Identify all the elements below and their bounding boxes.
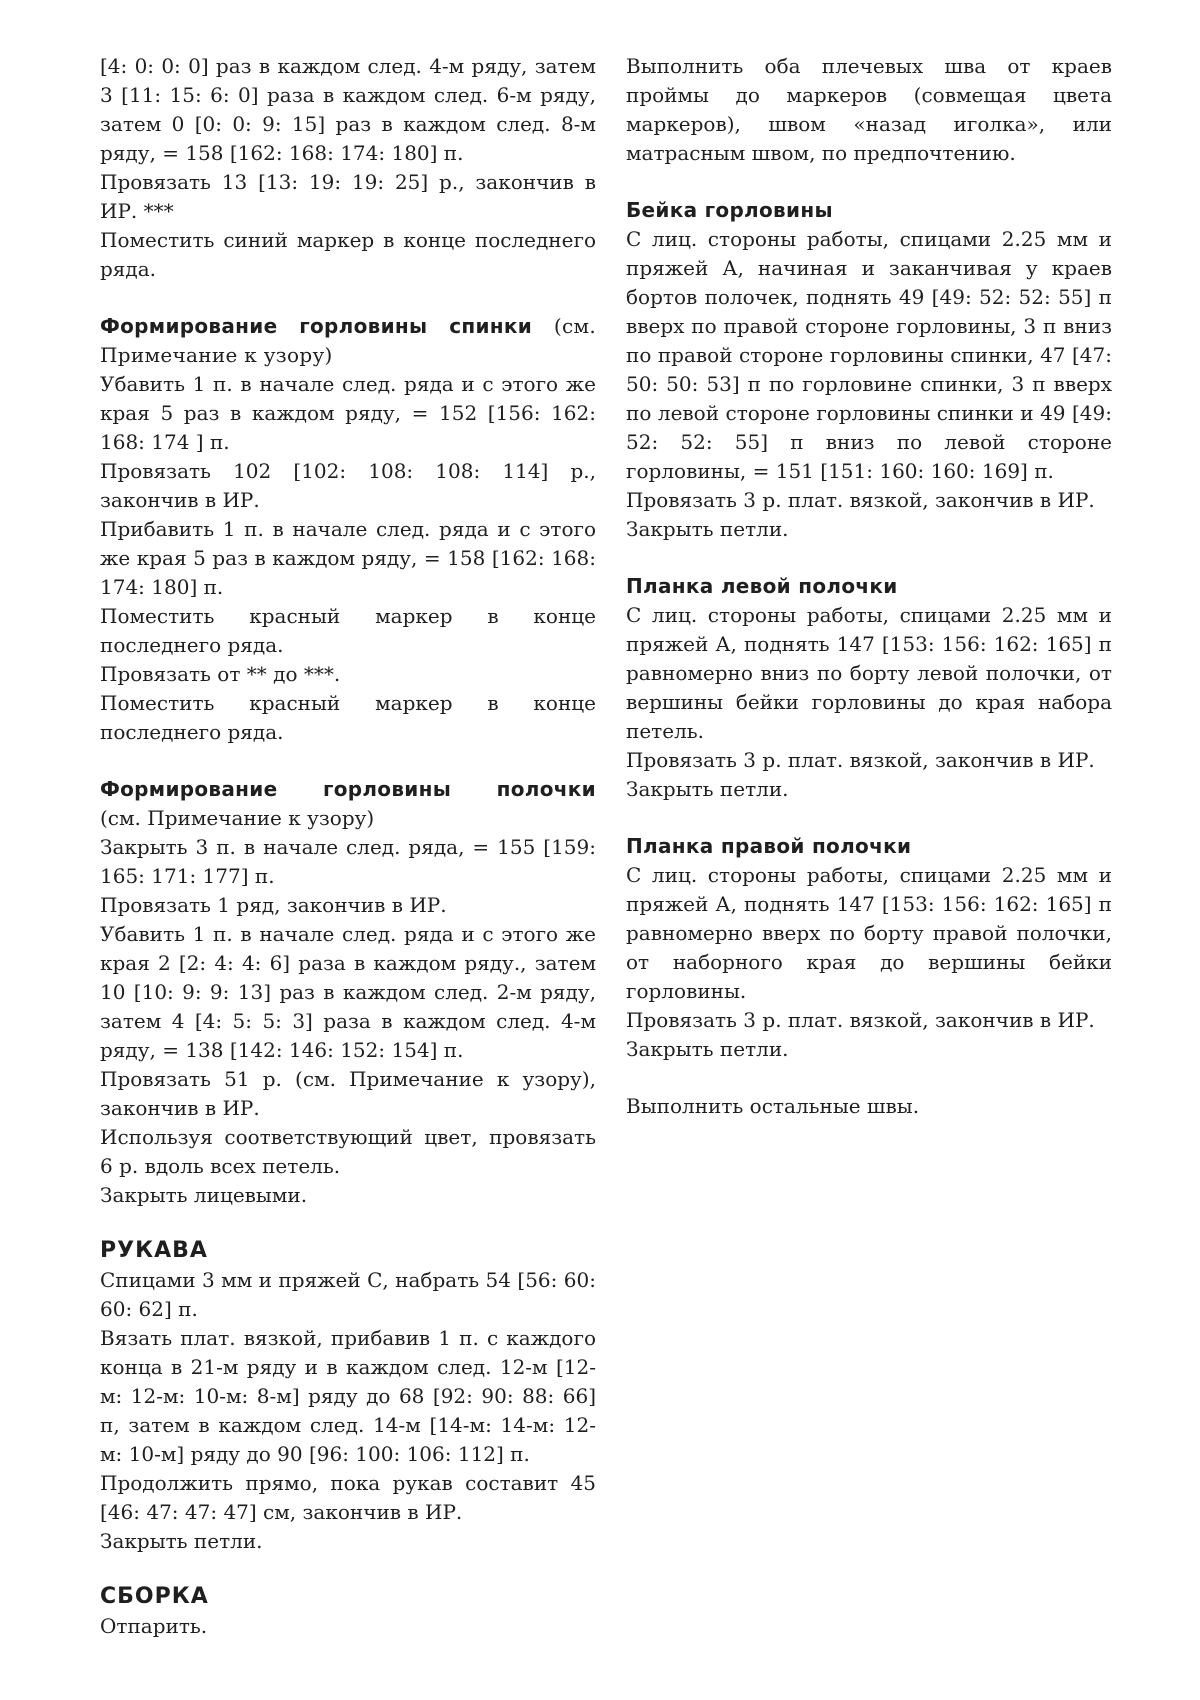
paragraph: Закрыть 3 п. в начале след. ряда, = 155 [159: 165: 171: 177] п. xyxy=(100,835,596,888)
paragraph: Спицами 3 мм и пряжей С, набрать 54 [56: 60: 60: 62] п. xyxy=(100,1268,596,1321)
paragraph: С лиц. стороны работы, спицами 2.25 мм и пряжей А, начиная и заканчивая у краев бортов полочек, поднять 49 [49: 52: 52: 55] п вверх по правой стороне горловины, 3 п вниз по правой стороне горловины спинки, 47 [47: 50: 50: 53] п по горловине спинки, 3 п вверх по левой стороне горловины спинки и 49 [49: 52: 52: 55] п вниз по левой стороне горловины, = 151 [151: 160: 160: 169] п. xyxy=(626,227,1112,483)
left-band-title: Планка левой полочки xyxy=(626,574,898,598)
paragraph: Провязать 13 [13: 19: 19: 25] р., закончив в ИР. *** xyxy=(100,170,596,223)
paragraph: С лиц. стороны работы, спицами 2.25 мм и пряжей А, поднять 147 [153: 156: 162: 165] п равномерно вверх по борту правой полочки, от наборного края до вершины бейки горловины. xyxy=(626,863,1112,1003)
paragraph: Прибавить 1 п. в начале след. ряда и с этого же края 5 раз в каждом ряду, = 158 [162: 168: 174: 180] п. xyxy=(100,517,596,599)
paragraph: Выполнить остальные швы. xyxy=(626,1094,920,1118)
back-neck-title: Формирование горловины спинки xyxy=(100,314,533,338)
paragraph: Провязать от ** до ***. xyxy=(100,662,341,686)
right-column xyxy=(626,52,1112,1121)
paragraph: Провязать 3 р. плат. вязкой, закончив в ИР. xyxy=(626,1008,1095,1032)
paragraph: Провязать 1 ряд, закончив в ИР. xyxy=(100,893,447,917)
paragraph: Убавить 1 п. в начале след. ряда и с этого же края 2 [2: 4: 4: 6] раза в каждом ряду., затем 10 [10: 9: 9: 13] раз в каждом след. 2-м ряду, затем 4 [4: 5: 5: 3] раза в каждом след. 4-м ряду, = 138 [142: 146: 152: 154] п. xyxy=(100,922,596,1062)
back-neck-note: (см. Примечание к узору) xyxy=(100,314,597,367)
paragraph: Закрыть петли. xyxy=(626,1037,789,1061)
paragraph: Закрыть лицевыми. xyxy=(100,1183,308,1207)
left-column xyxy=(100,52,596,1641)
neckband-title: Бейка горловины xyxy=(626,198,833,222)
paragraph: Убавить 1 п. в начале след. ряда и с этого же края 5 раз в каждом ряду, = 152 [156: 162: 168: 174 ] п. xyxy=(100,372,596,454)
back-neck-heading xyxy=(100,312,596,370)
paragraph: Закрыть петли. xyxy=(626,777,789,801)
paragraph: Выполнить оба плечевых шва от краев проймы до маркеров (совмещая цвета маркеров), швом «назад иголка», или матрасным швом, по предпочтению. xyxy=(626,54,1112,165)
paragraph: Поместить красный маркер в конце последнего ряда. xyxy=(100,691,596,744)
front-neck-title: Формирование горловины полочки xyxy=(100,777,596,801)
paragraph: Провязать 3 р. плат. вязкой, закончив в ИР. xyxy=(626,748,1095,772)
paragraph: Поместить красный маркер в конце последнего ряда. xyxy=(100,604,596,657)
paragraph: Провязать 3 р. плат. вязкой, закончив в ИР. xyxy=(626,488,1095,512)
right-band-title: Планка правой полочки xyxy=(626,834,912,858)
paragraph: Закрыть петли. xyxy=(626,517,789,541)
front-neck-note: (см. Примечание к узору) xyxy=(100,806,375,830)
paragraph: Используя соответствующий цвет, провязать 6 р. вдоль всех петель. xyxy=(100,1125,596,1178)
paragraph: Поместить синий маркер в конце последнего ряда. xyxy=(100,228,596,281)
assembly-title: СБОРКА xyxy=(100,1584,209,1609)
paragraph: [4: 0: 0: 0] раз в каждом след. 4-м ряду, затем 3 [11: 15: 6: 0] раза в каждом след. 6-м ряду, затем 0 [0: 0: 9: 15] раз в каждом след. 8-м ряду, = 158 [162: 168: 174: 180] п. xyxy=(100,54,596,165)
paragraph: Вязать плат. вязкой, прибавив 1 п. с каждого конца в 21-м ряду и в каждом след. 12-м [12-м: 12-м: 10-м: 8-м] ряду до 68 [92: 90: 88: 66] п, затем в каждом след. 14-м [14-м: 14-м: 12-м: 10-м] ряду до 90 [96: 100: 106: 112] п. xyxy=(100,1326,596,1466)
paragraph: Отпарить. xyxy=(100,1614,208,1638)
paragraph: Провязать 102 [102: 108: 108: 114] р., закончив в ИР. xyxy=(100,459,596,512)
paragraph: С лиц. стороны работы, спицами 2.25 мм и пряжей А, поднять 147 [153: 156: 162: 165] п равномерно вниз по борту левой полочки, от вершины бейки горловины до края набора петель. xyxy=(626,603,1112,743)
sleeves-title: РУКАВА xyxy=(100,1238,208,1263)
paragraph: Закрыть петли. xyxy=(100,1529,263,1553)
paragraph: Провязать 51 р. (см. Примечание к узору), закончив в ИР. xyxy=(100,1067,596,1120)
paragraph: Продолжить прямо, пока рукав составит 45 [46: 47: 47: 47] см, закончив в ИР. xyxy=(100,1471,596,1524)
